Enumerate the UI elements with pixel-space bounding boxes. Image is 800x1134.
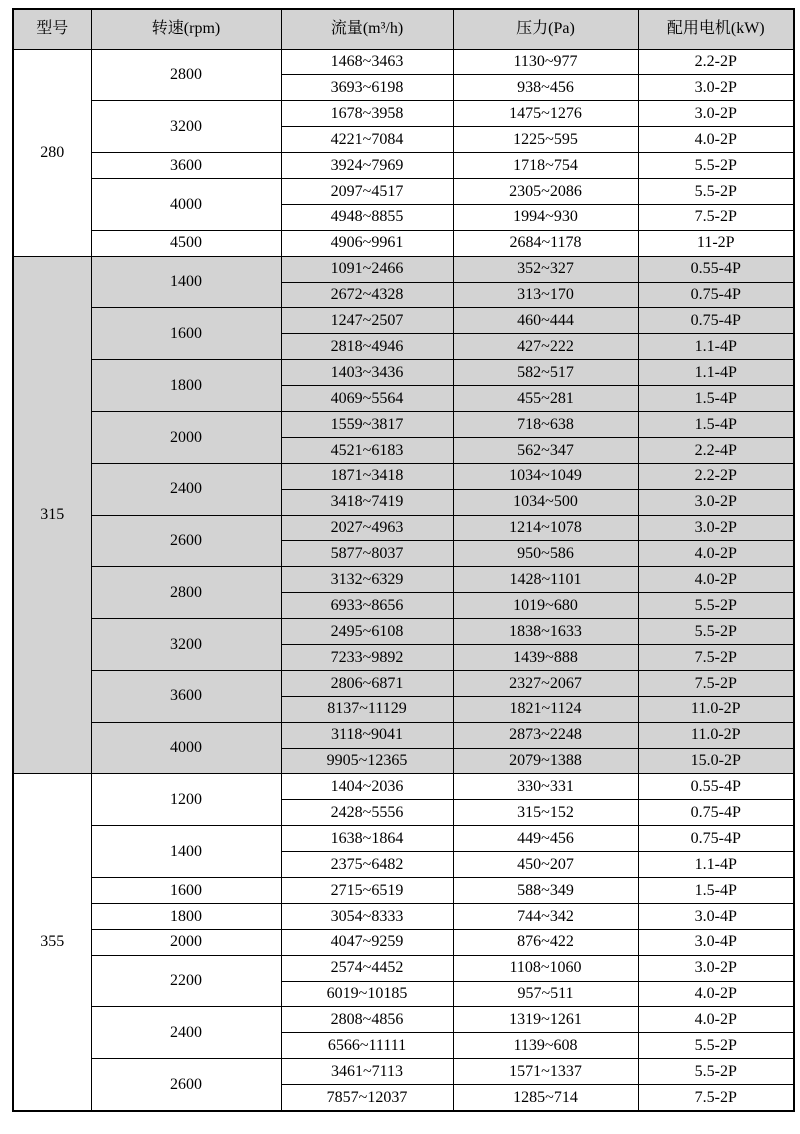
rpm-cell: 3600 bbox=[91, 670, 281, 722]
flow-cell: 1468~3463 bbox=[281, 49, 453, 75]
header-row bbox=[13, 9, 794, 49]
pressure-cell: 427~222 bbox=[453, 334, 638, 360]
motor-cell: 4.0-2P bbox=[638, 1007, 794, 1033]
flow-cell: 4047~9259 bbox=[281, 929, 453, 955]
motor-cell: 7.5-2P bbox=[638, 1085, 794, 1111]
spec-table-body bbox=[13, 49, 794, 1111]
flow-cell: 3924~7969 bbox=[281, 153, 453, 179]
motor-cell: 0.55-4P bbox=[638, 256, 794, 282]
table-row bbox=[13, 101, 794, 127]
table-row bbox=[13, 567, 794, 593]
motor-cell: 1.5-4P bbox=[638, 386, 794, 412]
pressure-cell: 1285~714 bbox=[453, 1085, 638, 1111]
pressure-cell: 582~517 bbox=[453, 360, 638, 386]
flow-cell: 4069~5564 bbox=[281, 386, 453, 412]
table-row bbox=[13, 308, 794, 334]
flow-cell: 4521~6183 bbox=[281, 437, 453, 463]
table-row bbox=[13, 722, 794, 748]
pressure-cell: 2873~2248 bbox=[453, 722, 638, 748]
pressure-cell: 744~342 bbox=[453, 903, 638, 929]
motor-cell: 3.0-4P bbox=[638, 903, 794, 929]
rpm-cell: 2600 bbox=[91, 1059, 281, 1111]
motor-cell: 3.0-4P bbox=[638, 929, 794, 955]
pressure-cell: 450~207 bbox=[453, 852, 638, 878]
flow-cell: 1404~2036 bbox=[281, 774, 453, 800]
motor-cell: 3.0-2P bbox=[638, 515, 794, 541]
header-cell-speed: 转速(rpm) bbox=[91, 9, 281, 49]
motor-cell: 0.75-4P bbox=[638, 308, 794, 334]
motor-cell: 5.5-2P bbox=[638, 1033, 794, 1059]
table-row bbox=[13, 411, 794, 437]
model-cell: 355 bbox=[13, 774, 91, 1111]
table-row bbox=[13, 878, 794, 904]
motor-cell: 2.2-2P bbox=[638, 463, 794, 489]
flow-cell: 2806~6871 bbox=[281, 670, 453, 696]
flow-cell: 1247~2507 bbox=[281, 308, 453, 334]
pressure-cell: 950~586 bbox=[453, 541, 638, 567]
pressure-cell: 1718~754 bbox=[453, 153, 638, 179]
pressure-cell: 330~331 bbox=[453, 774, 638, 800]
flow-cell: 6019~10185 bbox=[281, 981, 453, 1007]
motor-cell: 5.5-2P bbox=[638, 1059, 794, 1085]
pressure-cell: 876~422 bbox=[453, 929, 638, 955]
table-row bbox=[13, 178, 794, 204]
motor-cell: 11-2P bbox=[638, 230, 794, 256]
pressure-cell: 1130~977 bbox=[453, 49, 638, 75]
pressure-cell: 2327~2067 bbox=[453, 670, 638, 696]
flow-cell: 1871~3418 bbox=[281, 463, 453, 489]
pressure-cell: 1108~1060 bbox=[453, 955, 638, 981]
model-cell: 315 bbox=[13, 256, 91, 774]
motor-cell: 3.0-2P bbox=[638, 955, 794, 981]
table-row bbox=[13, 670, 794, 696]
table-row bbox=[13, 360, 794, 386]
flow-cell: 1638~1864 bbox=[281, 826, 453, 852]
flow-cell: 6566~11111 bbox=[281, 1033, 453, 1059]
rpm-cell: 2000 bbox=[91, 411, 281, 463]
flow-cell: 1678~3958 bbox=[281, 101, 453, 127]
motor-cell: 5.5-2P bbox=[638, 593, 794, 619]
motor-cell: 4.0-2P bbox=[638, 541, 794, 567]
header-cell-pressure: 压力(Pa) bbox=[453, 9, 638, 49]
pressure-cell: 2079~1388 bbox=[453, 748, 638, 774]
pressure-cell: 1439~888 bbox=[453, 644, 638, 670]
motor-cell: 4.0-2P bbox=[638, 567, 794, 593]
flow-cell: 3461~7113 bbox=[281, 1059, 453, 1085]
motor-cell: 0.75-4P bbox=[638, 826, 794, 852]
motor-cell: 4.0-2P bbox=[638, 127, 794, 153]
pressure-cell: 1034~1049 bbox=[453, 463, 638, 489]
pressure-cell: 588~349 bbox=[453, 878, 638, 904]
pressure-cell: 1475~1276 bbox=[453, 101, 638, 127]
motor-cell: 1.1-4P bbox=[638, 360, 794, 386]
pressure-cell: 957~511 bbox=[453, 981, 638, 1007]
header-cell-flow: 流量(m³/h) bbox=[281, 9, 453, 49]
rpm-cell: 1800 bbox=[91, 903, 281, 929]
flow-cell: 4948~8855 bbox=[281, 204, 453, 230]
pressure-cell: 449~456 bbox=[453, 826, 638, 852]
pressure-cell: 315~152 bbox=[453, 800, 638, 826]
flow-cell: 7233~9892 bbox=[281, 644, 453, 670]
motor-cell: 3.0-2P bbox=[638, 101, 794, 127]
flow-cell: 3693~6198 bbox=[281, 75, 453, 101]
rpm-cell: 3600 bbox=[91, 153, 281, 179]
motor-cell: 7.5-2P bbox=[638, 670, 794, 696]
motor-cell: 0.75-4P bbox=[638, 282, 794, 308]
pressure-cell: 1019~680 bbox=[453, 593, 638, 619]
motor-cell: 15.0-2P bbox=[638, 748, 794, 774]
motor-cell: 4.0-2P bbox=[638, 981, 794, 1007]
rpm-cell: 1600 bbox=[91, 878, 281, 904]
rpm-cell: 2600 bbox=[91, 515, 281, 567]
pressure-cell: 455~281 bbox=[453, 386, 638, 412]
flow-cell: 2428~5556 bbox=[281, 800, 453, 826]
pressure-cell: 1139~608 bbox=[453, 1033, 638, 1059]
flow-cell: 2097~4517 bbox=[281, 178, 453, 204]
flow-cell: 3054~8333 bbox=[281, 903, 453, 929]
flow-cell: 2818~4946 bbox=[281, 334, 453, 360]
motor-cell: 3.0-2P bbox=[638, 75, 794, 101]
pressure-cell: 1428~1101 bbox=[453, 567, 638, 593]
rpm-cell: 1200 bbox=[91, 774, 281, 826]
table-row bbox=[13, 49, 794, 75]
motor-cell: 2.2-2P bbox=[638, 49, 794, 75]
flow-cell: 2574~4452 bbox=[281, 955, 453, 981]
rpm-cell: 1400 bbox=[91, 256, 281, 308]
rpm-cell: 1400 bbox=[91, 826, 281, 878]
rpm-cell: 2800 bbox=[91, 49, 281, 101]
rpm-cell: 4000 bbox=[91, 178, 281, 230]
flow-cell: 2027~4963 bbox=[281, 515, 453, 541]
flow-cell: 2672~4328 bbox=[281, 282, 453, 308]
rpm-cell: 4000 bbox=[91, 722, 281, 774]
flow-cell: 2375~6482 bbox=[281, 852, 453, 878]
flow-cell: 3418~7419 bbox=[281, 489, 453, 515]
table-row bbox=[13, 1059, 794, 1085]
pressure-cell: 562~347 bbox=[453, 437, 638, 463]
model-cell: 280 bbox=[13, 49, 91, 256]
table-row bbox=[13, 153, 794, 179]
motor-cell: 0.55-4P bbox=[638, 774, 794, 800]
pressure-cell: 313~170 bbox=[453, 282, 638, 308]
pressure-cell: 460~444 bbox=[453, 308, 638, 334]
rpm-cell: 2400 bbox=[91, 1007, 281, 1059]
rpm-cell: 1600 bbox=[91, 308, 281, 360]
pressure-cell: 352~327 bbox=[453, 256, 638, 282]
flow-cell: 5877~8037 bbox=[281, 541, 453, 567]
flow-cell: 7857~12037 bbox=[281, 1085, 453, 1111]
motor-cell: 3.0-2P bbox=[638, 489, 794, 515]
pressure-cell: 1214~1078 bbox=[453, 515, 638, 541]
table-row bbox=[13, 774, 794, 800]
motor-cell: 2.2-4P bbox=[638, 437, 794, 463]
motor-cell: 1.5-4P bbox=[638, 411, 794, 437]
flow-cell: 1403~3436 bbox=[281, 360, 453, 386]
rpm-cell: 2000 bbox=[91, 929, 281, 955]
motor-cell: 1.1-4P bbox=[638, 334, 794, 360]
pressure-cell: 2684~1178 bbox=[453, 230, 638, 256]
table-row bbox=[13, 256, 794, 282]
motor-cell: 11.0-2P bbox=[638, 722, 794, 748]
flow-cell: 6933~8656 bbox=[281, 593, 453, 619]
flow-cell: 1559~3817 bbox=[281, 411, 453, 437]
motor-cell: 1.5-4P bbox=[638, 878, 794, 904]
pressure-cell: 1034~500 bbox=[453, 489, 638, 515]
pressure-cell: 1821~1124 bbox=[453, 696, 638, 722]
table-row bbox=[13, 463, 794, 489]
pressure-cell: 1838~1633 bbox=[453, 619, 638, 645]
motor-cell: 7.5-2P bbox=[638, 204, 794, 230]
pressure-cell: 2305~2086 bbox=[453, 178, 638, 204]
table-row bbox=[13, 826, 794, 852]
table-row bbox=[13, 1007, 794, 1033]
rpm-cell: 2200 bbox=[91, 955, 281, 1007]
flow-cell: 4221~7084 bbox=[281, 127, 453, 153]
flow-cell: 2715~6519 bbox=[281, 878, 453, 904]
flow-cell: 8137~11129 bbox=[281, 696, 453, 722]
flow-cell: 4906~9961 bbox=[281, 230, 453, 256]
pressure-cell: 1225~595 bbox=[453, 127, 638, 153]
motor-cell: 11.0-2P bbox=[638, 696, 794, 722]
flow-cell: 1091~2466 bbox=[281, 256, 453, 282]
table-row bbox=[13, 955, 794, 981]
rpm-cell: 2400 bbox=[91, 463, 281, 515]
rpm-cell: 1800 bbox=[91, 360, 281, 412]
flow-cell: 9905~12365 bbox=[281, 748, 453, 774]
pressure-cell: 938~456 bbox=[453, 75, 638, 101]
flow-cell: 2495~6108 bbox=[281, 619, 453, 645]
flow-cell: 2808~4856 bbox=[281, 1007, 453, 1033]
flow-cell: 3118~9041 bbox=[281, 722, 453, 748]
table-row bbox=[13, 230, 794, 256]
rpm-cell: 3200 bbox=[91, 619, 281, 671]
pressure-cell: 1571~1337 bbox=[453, 1059, 638, 1085]
pressure-cell: 718~638 bbox=[453, 411, 638, 437]
motor-cell: 1.1-4P bbox=[638, 852, 794, 878]
pressure-cell: 1319~1261 bbox=[453, 1007, 638, 1033]
table-header bbox=[13, 9, 794, 49]
rpm-cell: 4500 bbox=[91, 230, 281, 256]
table-row bbox=[13, 929, 794, 955]
rpm-cell: 3200 bbox=[91, 101, 281, 153]
motor-cell: 0.75-4P bbox=[638, 800, 794, 826]
header-cell-model: 型号 bbox=[13, 9, 91, 49]
motor-cell: 5.5-2P bbox=[638, 619, 794, 645]
fan-spec-table bbox=[12, 8, 795, 1112]
flow-cell: 3132~6329 bbox=[281, 567, 453, 593]
motor-cell: 5.5-2P bbox=[638, 153, 794, 179]
table-row bbox=[13, 903, 794, 929]
motor-cell: 5.5-2P bbox=[638, 178, 794, 204]
table-row bbox=[13, 515, 794, 541]
motor-cell: 7.5-2P bbox=[638, 644, 794, 670]
table-row bbox=[13, 619, 794, 645]
rpm-cell: 2800 bbox=[91, 567, 281, 619]
header-cell-motor: 配用电机(kW) bbox=[638, 9, 794, 49]
pressure-cell: 1994~930 bbox=[453, 204, 638, 230]
